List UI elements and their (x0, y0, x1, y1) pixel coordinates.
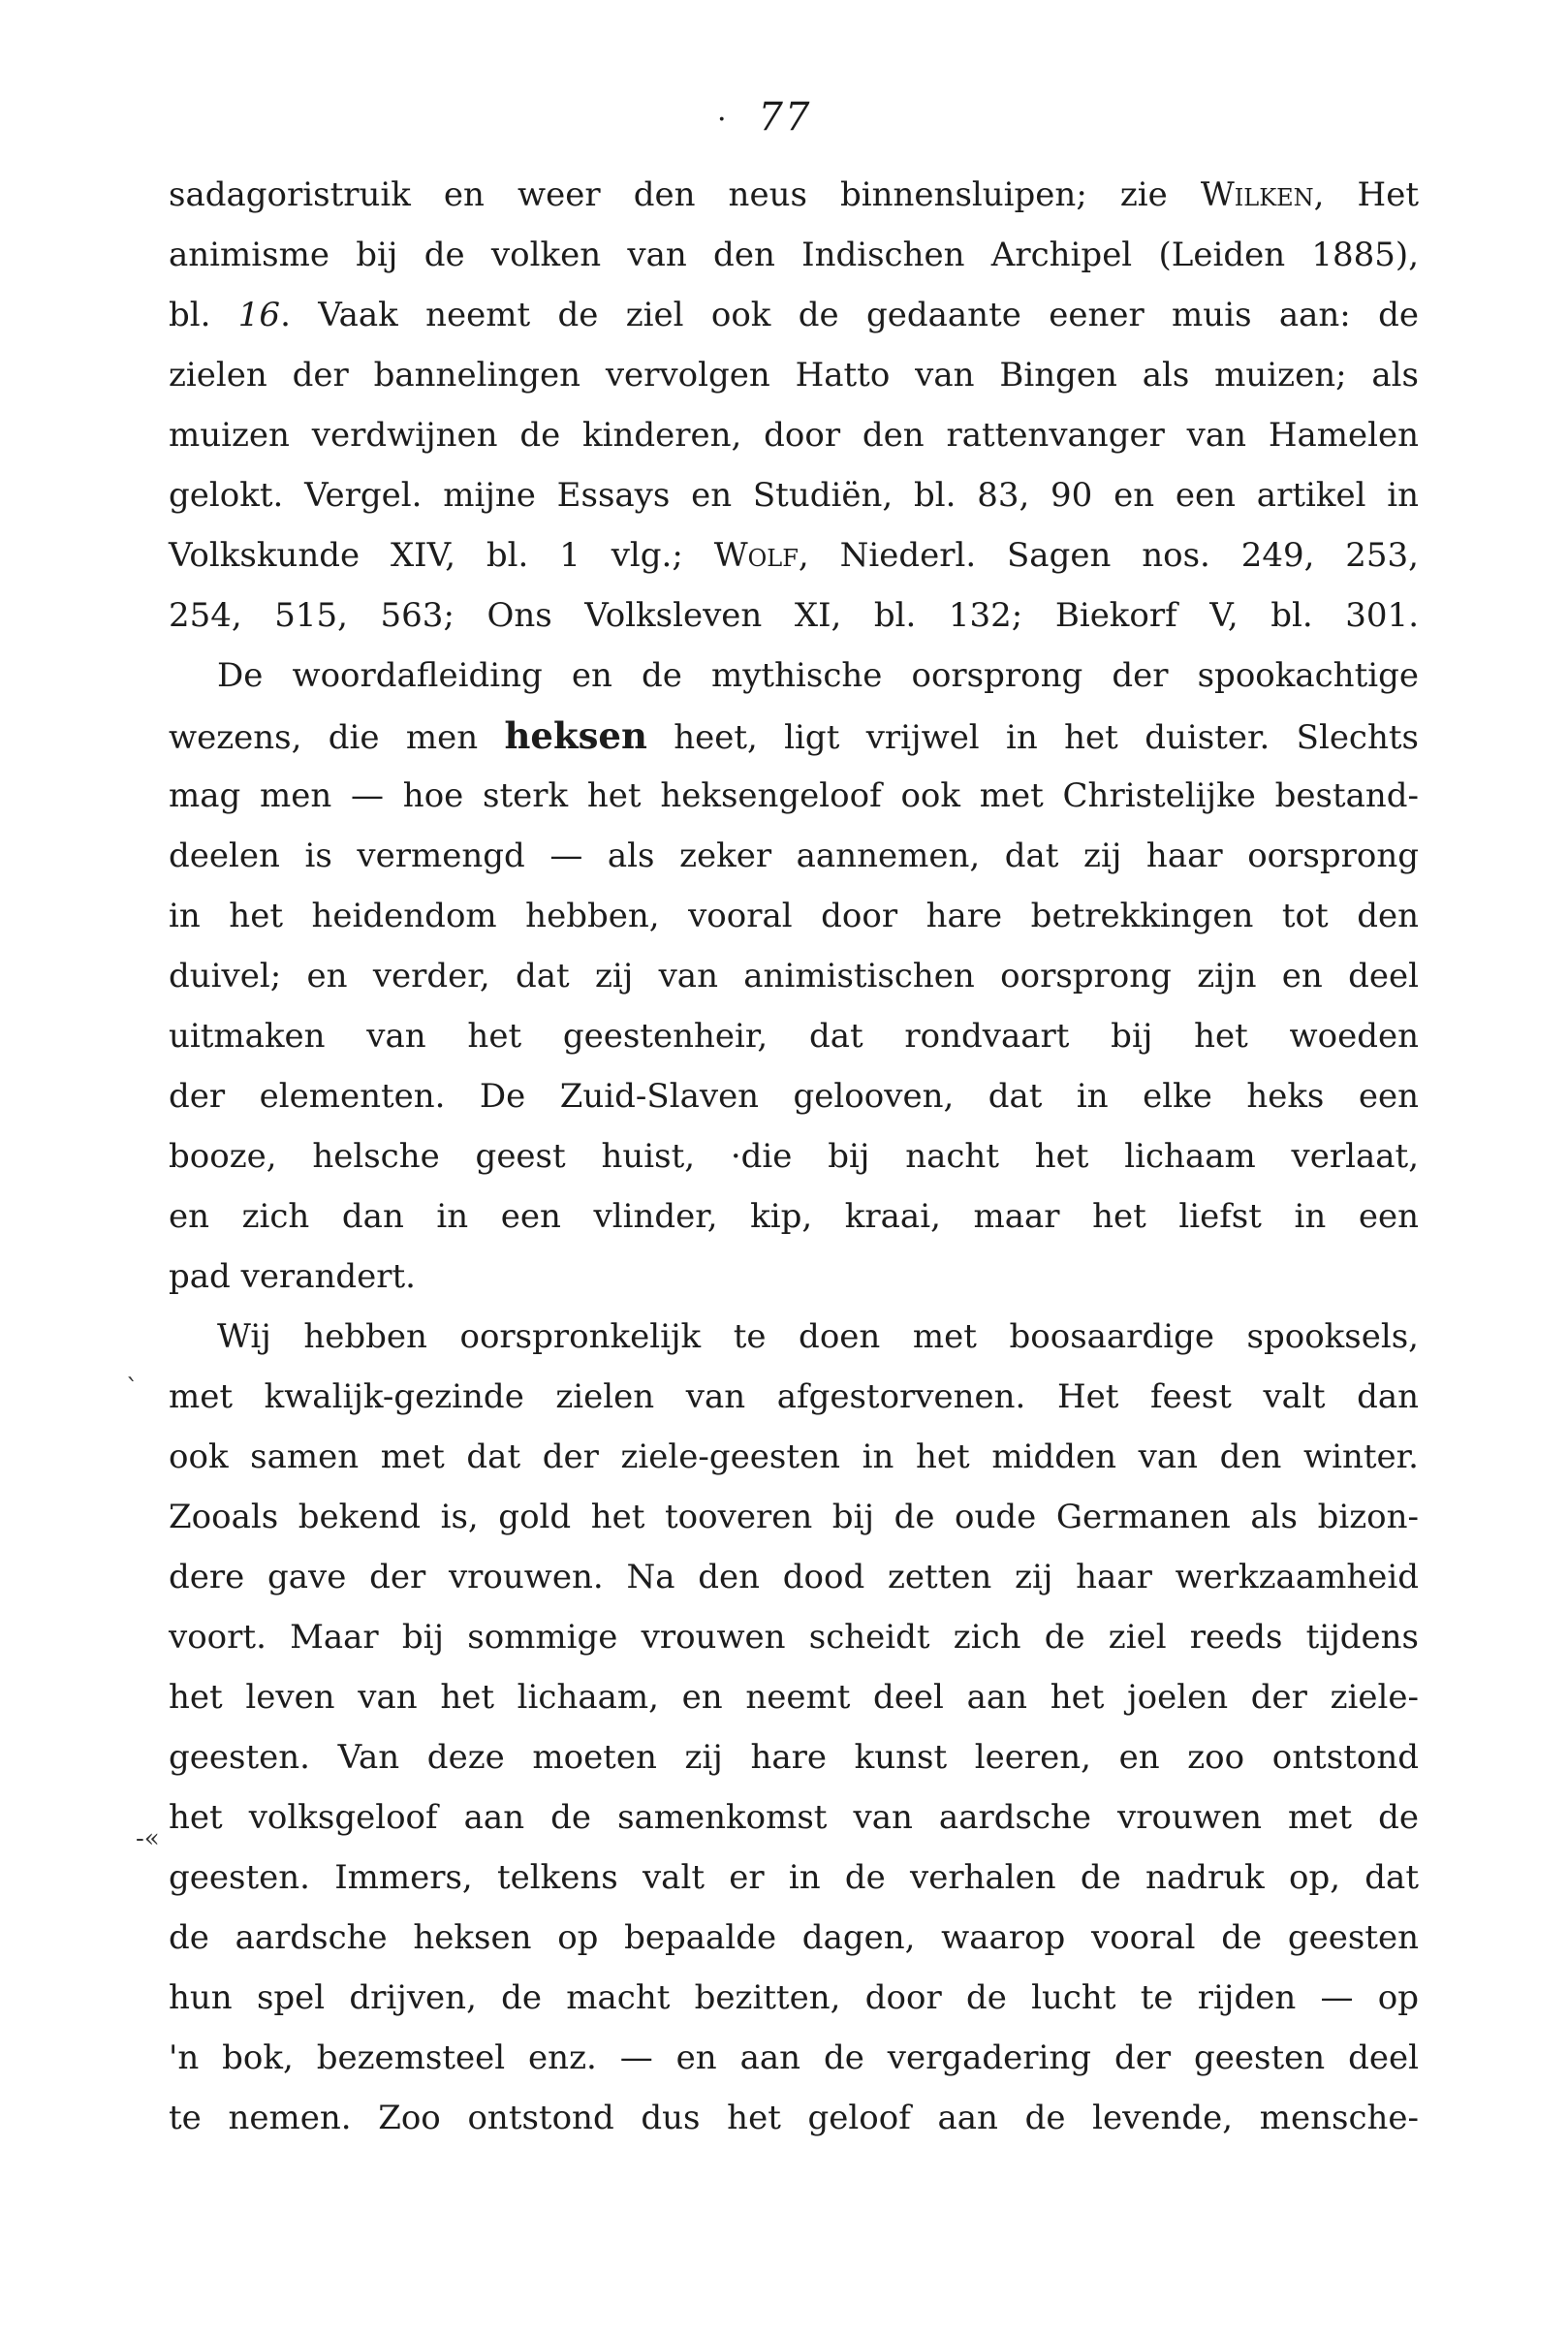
text-run: het leven van het lichaam, en neemt deel aan het joelen der ziele- (169, 1678, 1419, 1717)
text-line (169, 225, 1419, 285)
text-line (169, 1667, 1419, 1727)
text-line (169, 1607, 1419, 1667)
text-run: en zich dan in een vlinder, kip, kraai, maar het liefst in een (169, 1197, 1419, 1236)
text-run: geesten. Immers, telkens valt er in de verhalen de nadruk op, dat (169, 1858, 1419, 1897)
text-line (169, 465, 1419, 525)
text-line (169, 1727, 1419, 1787)
text-line (169, 405, 1419, 465)
text-run: der elementen. De Zuid-Slaven gelooven, dat in elke heks een (169, 1077, 1419, 1116)
text-line (169, 826, 1419, 886)
text-run: Wij hebben oorspronkelijk te doen met boosaardige spooksels, (217, 1317, 1419, 1356)
page-number-dot: · (717, 103, 729, 137)
text-line (169, 285, 1419, 345)
text-run: geesten. Van deze moeten zij hare kunst leeren, en zoo ontstond (169, 1738, 1419, 1777)
text-line (169, 766, 1419, 826)
text-line (169, 1186, 1419, 1247)
text-run: deelen is vermengd — als zeker aannemen, dat zij haar oorsprong (169, 837, 1419, 875)
text-line (169, 1908, 1419, 1968)
text-run: . Vaak neemt de ziel ook de gedaante eener muis aan: de (280, 296, 1419, 334)
text-line (169, 1968, 1419, 2028)
text-run: uitmaken van het geestenheir, dat rondvaart bij het woeden (169, 1017, 1419, 1056)
text-line (169, 165, 1419, 225)
text-run: booze, helsche geest huist, ·die bij nacht het lichaam verlaat, (169, 1137, 1419, 1176)
page-number-value: 77 (758, 95, 812, 140)
text-run: het volksgeloof aan de samenkomst van aardsche vrouwen met de (169, 1798, 1419, 1837)
text-run: sadagoristruik en weer den neus binnensluipen; zie (169, 175, 1201, 214)
text-block (169, 165, 1419, 2148)
text-line (169, 1126, 1419, 1186)
text-run: hun spel drijven, de macht bezitten, door de lucht te rijden — op (169, 1978, 1419, 2017)
text-run: bl. (169, 296, 238, 334)
text-line (169, 1787, 1419, 1848)
text-line (169, 1307, 1419, 1367)
text-smallcaps: Wilken (1200, 175, 1314, 214)
text-run: mag men — hoe sterk het heksengeloof ook met Christelijke bestand- (169, 776, 1419, 815)
text-run: met kwalijk-gezinde zielen van afgestorvenen. Het feest valt dan (169, 1377, 1419, 1416)
text-run: , Het (1313, 175, 1419, 214)
text-line (169, 946, 1419, 1006)
paragraph-spirits-origin (169, 1307, 1419, 2148)
text-line (169, 1247, 1419, 1307)
text-run: De woordafleiding en de mythische oorsprong der spookachtige (217, 656, 1419, 695)
text-run: voort. Maar bij sommige vrouwen scheidt zich de ziel reeds tijdens (169, 1618, 1419, 1657)
text-run: heet, ligt vrijwel in het duister. Slechts (646, 718, 1419, 757)
text-run: te nemen. Zoo ontstond dus het geloof aan de levende, mensche- (169, 2099, 1419, 2137)
text-smallcaps: Wolf (713, 536, 799, 575)
text-run: duivel; en verder, dat zij van animistischen oorsprong zijn en deel (169, 957, 1419, 995)
text-line (169, 1367, 1419, 1427)
text-emph: 16 (237, 296, 281, 334)
text-run: gelokt. Vergel. mijne Essays en Studiën, bl. 83, 90 en een artikel in (169, 476, 1419, 515)
page-number (717, 95, 853, 140)
text-run: ook samen met dat der ziele-geesten in het midden van den winter. (169, 1438, 1419, 1476)
margin-mark: -« (136, 1824, 160, 1853)
text-line (169, 2028, 1419, 2088)
text-run: de aardsche heksen op bepaalde dagen, waarop vooral de geesten (169, 1918, 1419, 1957)
text-line (169, 646, 1419, 706)
text-run: muizen verdwijnen de kinderen, door den rattenvanger van Hamelen (169, 416, 1419, 455)
text-line (169, 525, 1419, 585)
text-run: , Niederl. Sagen nos. 249, 253, (798, 536, 1419, 575)
text-line (169, 2088, 1419, 2148)
text-line (169, 585, 1419, 646)
text-line (169, 886, 1419, 946)
text-run: zielen der bannelingen vervolgen Hatto van Bingen als muizen; als (169, 356, 1419, 395)
footnote-continuation (169, 165, 1419, 646)
text-run: pad verandert. (169, 1257, 416, 1296)
text-run: Zooals bekend is, gold het tooveren bij de oude Germanen als bizon- (169, 1498, 1419, 1536)
text-line (169, 1487, 1419, 1547)
text-run: wezens, die men (169, 718, 505, 757)
text-run: Volkskunde XIV, bl. 1 vlg.; (169, 536, 714, 575)
text-run: animisme bij de volken van den Indischen Archipel (Leiden 1885), (169, 236, 1419, 274)
text-line (169, 1006, 1419, 1066)
paragraph-heksen-etymology (169, 646, 1419, 1307)
text-run: 254, 515, 563; Ons Volksleven XI, bl. 132; Biekorf V, bl. 301. (169, 596, 1419, 635)
text-line (169, 706, 1419, 766)
text-line (169, 1848, 1419, 1908)
margin-mark: ˋ (126, 1374, 139, 1404)
text-line (169, 1066, 1419, 1126)
text-run: in het heidendom hebben, vooral door hare betrekkingen tot den (169, 897, 1419, 935)
text-line (169, 1547, 1419, 1607)
text-heksen: heksen (504, 714, 647, 757)
text-line (169, 345, 1419, 405)
text-run: dere gave der vrouwen. Na den dood zetten zij haar werkzaamheid (169, 1558, 1419, 1596)
text-line (169, 1427, 1419, 1487)
text-run: 'n bok, bezemsteel enz. — en aan de vergadering der geesten deel (169, 2038, 1419, 2077)
